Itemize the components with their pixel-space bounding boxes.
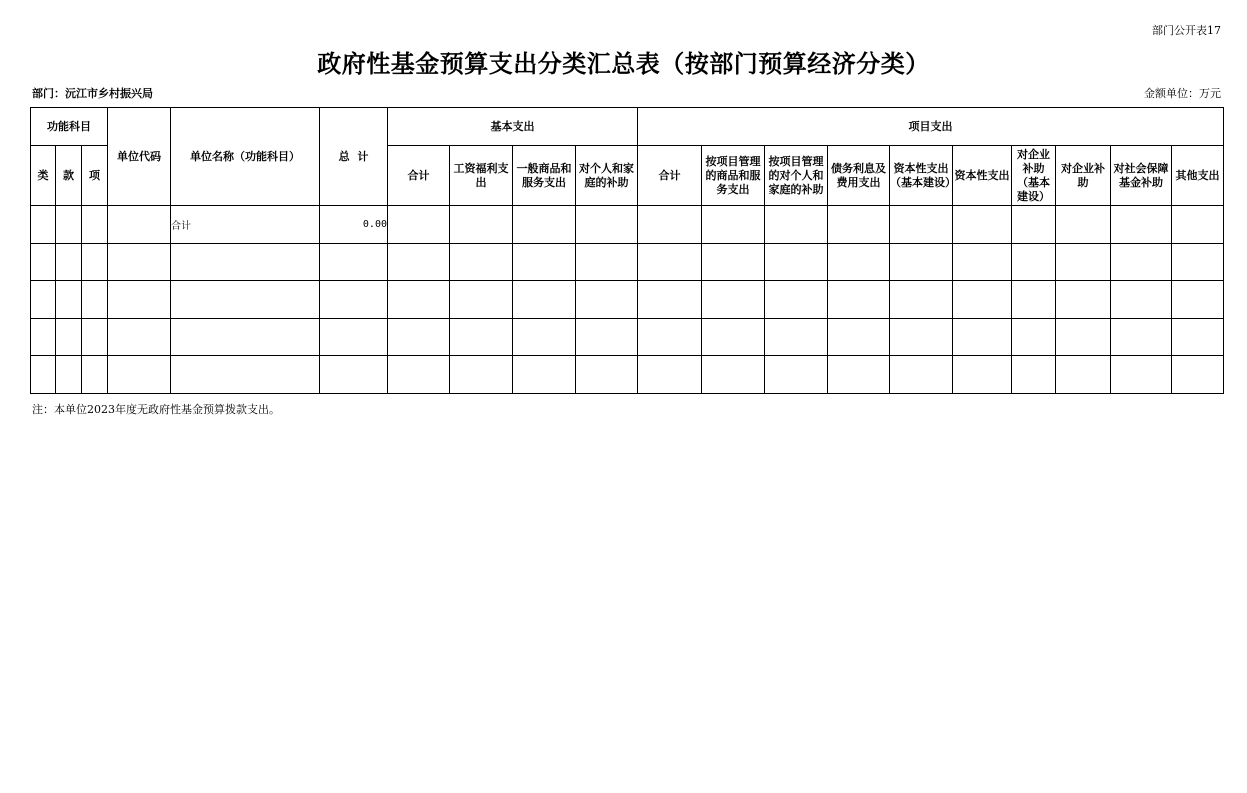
table-row [31,206,1224,244]
table-row [31,243,1224,281]
table-row [31,356,1224,394]
footnote: 注：本单位2023年度无政府性基金预算拨款支出。 [32,403,280,416]
social-security-subsidy-header: 对社会保障基金补助 [1111,146,1172,206]
other-expense-header: 其他支出 [1172,146,1224,206]
goods-services-header: 一般商品和服务支出 [513,146,576,206]
page-title: 政府性基金预算支出分类汇总表（按部门预算经济分类） [317,50,930,78]
unit-name-header: 单位名称（功能科目） [171,108,320,206]
department-label: 部门：沅江市乡村振兴局 [32,87,153,100]
project-household-subsidy-header: 按项目管理的对个人和家庭的补助 [765,146,828,206]
capital-expense-header: 资本性支出 [953,146,1012,206]
project-total-header: 合计 [638,146,702,206]
project-goods-services-header: 按项目管理的商品和服务支出 [702,146,765,206]
func-subject-header: 功能科目 [31,108,108,146]
header-row-1 [31,108,1224,146]
lei-header: 类 [31,146,56,206]
capital-construction-header: 资本性支出（基本建设） [890,146,953,206]
salary-welfare-header: 工资福利支出 [450,146,513,206]
expenditure-table [30,107,1224,394]
enterprise-subsidy-header: 对企业补助 [1056,146,1111,206]
enterprise-construction-subsidy-header: 对企业补助（基本建设） [1012,146,1056,206]
unit-code-header: 单位代码 [108,108,171,206]
row-name-cell: 合计 [171,206,320,244]
form-number: 部门公开表17 [1152,24,1221,37]
basic-expense-header: 基本支出 [388,108,638,146]
project-expense-header: 项目支出 [638,108,1224,146]
kuan-header: 款 [56,146,82,206]
total-header: 总 计 [320,108,388,206]
amount-unit-label: 金额单位：万元 [1144,87,1221,100]
row-total-cell: 0.00 [320,206,388,244]
table-row [31,281,1224,319]
table-row [31,318,1224,356]
household-subsidy-header: 对个人和家庭的补助 [576,146,638,206]
basic-total-header: 合计 [388,146,450,206]
debt-interest-header: 债务利息及费用支出 [828,146,890,206]
xiang-header: 项 [82,146,108,206]
